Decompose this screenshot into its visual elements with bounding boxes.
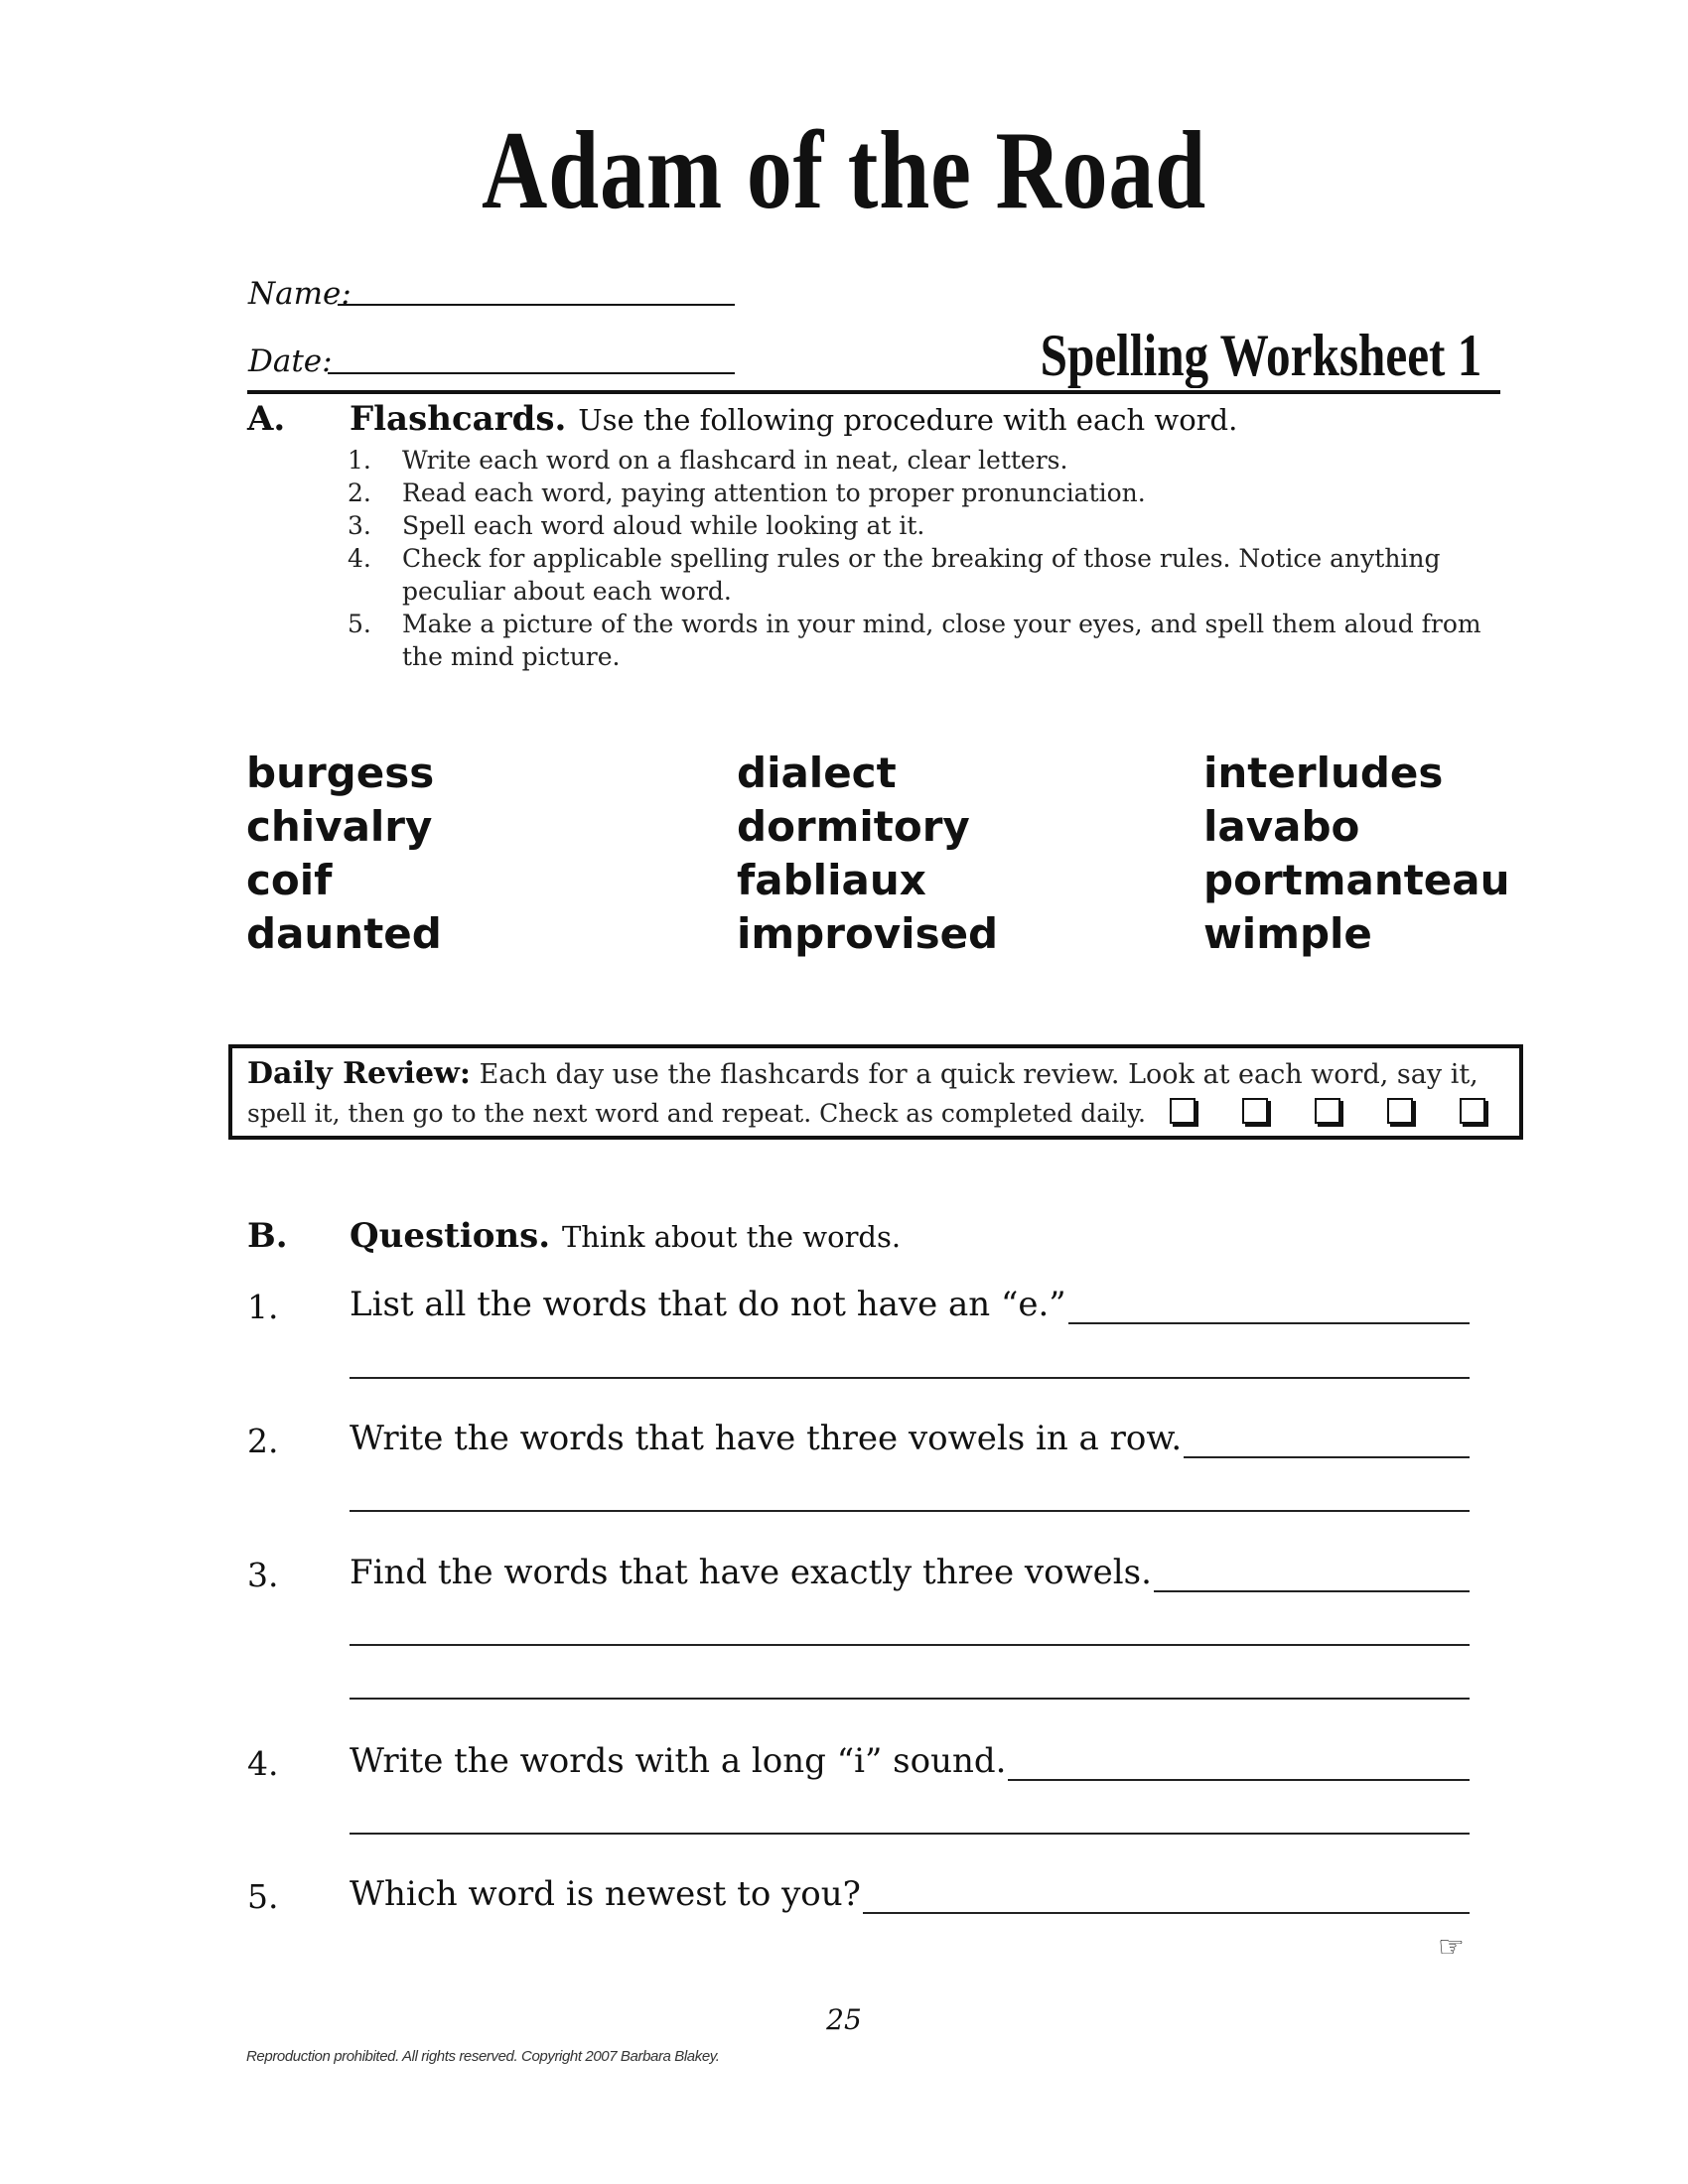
- page-number: 25: [826, 2003, 862, 2036]
- answer-line[interactable]: [350, 1833, 1470, 1835]
- section-b-heading: [350, 1216, 901, 1256]
- spelling-word: daunted: [246, 909, 442, 958]
- daily-review-text-2: spell it, then go to the next word and repeat. Check as completed daily.: [247, 1099, 1146, 1128]
- daily-checkbox-4[interactable]: [1387, 1098, 1413, 1124]
- word-column-1: [246, 747, 442, 961]
- question-text: Write the words with a long “i” sound.: [350, 1741, 1007, 1781]
- answer-line[interactable]: [350, 1698, 1470, 1700]
- spelling-word: dialect: [737, 749, 897, 797]
- question-number: 2.: [247, 1422, 279, 1460]
- step-number: 1.: [348, 446, 371, 475]
- step-number: 4.: [348, 544, 371, 573]
- section-a-title: Flashcards.: [350, 399, 567, 439]
- step-text: Make a picture of the words in your mind, close your eyes, and spell them aloud from the mind picture.: [402, 610, 1481, 671]
- answer-line[interactable]: [350, 1377, 1470, 1379]
- procedure-list: [348, 444, 1499, 673]
- spelling-word: wimple: [1203, 909, 1372, 958]
- section-a-heading: [350, 399, 1237, 439]
- answer-line[interactable]: [350, 1644, 1470, 1646]
- section-a-intro: Use the following procedure with each word.: [578, 403, 1238, 437]
- section-a-letter: A.: [247, 399, 286, 439]
- step-text: Read each word, paying attention to proper pronunciation.: [402, 478, 1146, 507]
- question-text: Find the words that have exactly three vowels.: [350, 1553, 1152, 1592]
- daily-checkbox-5[interactable]: [1460, 1098, 1485, 1124]
- turn-page-icon: ☞: [1438, 1930, 1465, 1965]
- question-number: 1.: [247, 1288, 279, 1326]
- spelling-word: portmanteau: [1203, 856, 1510, 904]
- section-b-letter: B.: [247, 1216, 288, 1256]
- question-number: 4.: [247, 1744, 279, 1783]
- copyright-notice: Reproduction prohibited. All rights reserved. Copyright 2007 Barbara Blakey.: [246, 2048, 720, 2065]
- list-item: [348, 444, 1499, 477]
- step-number: 5.: [348, 610, 371, 638]
- step-text: Spell each word aloud while looking at it.: [402, 511, 925, 540]
- spelling-word: burgess: [246, 749, 435, 797]
- step-text: Check for applicable spelling rules or the breaking of those rules. Notice anything peculiar about each word.: [402, 544, 1441, 606]
- question-text: Which word is newest to you?: [350, 1874, 861, 1914]
- question-number: 5.: [247, 1877, 279, 1916]
- daily-review-text-1: Each day use the flashcards for a quick review. Look at each word, say it,: [479, 1059, 1478, 1090]
- name-field[interactable]: [338, 304, 735, 306]
- step-number: 2.: [348, 478, 371, 507]
- daily-checkbox-2[interactable]: [1242, 1098, 1268, 1124]
- list-item: [348, 608, 1499, 673]
- header-rule: [247, 390, 1500, 394]
- question-number: 3.: [247, 1556, 279, 1594]
- date-label: Date:: [248, 343, 333, 379]
- list-item: [348, 477, 1499, 509]
- daily-review-line-1: [247, 1056, 1478, 1091]
- spelling-word: chivalry: [246, 802, 433, 851]
- spelling-word: fabliaux: [737, 856, 926, 904]
- spelling-word: improvised: [737, 909, 999, 958]
- question-text: Write the words that have three vowels in a row.: [350, 1419, 1183, 1458]
- daily-checkbox-1[interactable]: [1170, 1098, 1196, 1124]
- section-b-intro: Think about the words.: [561, 1220, 902, 1254]
- section-b-title: Questions.: [350, 1216, 551, 1256]
- daily-checkbox-3[interactable]: [1315, 1098, 1340, 1124]
- list-item: [348, 509, 1499, 542]
- list-item: [348, 542, 1499, 608]
- word-column-2: [737, 747, 998, 961]
- step-text: Write each word on a flashcard in neat, clear letters.: [402, 446, 1068, 475]
- spelling-word: coif: [246, 856, 333, 904]
- spelling-word: dormitory: [737, 802, 970, 851]
- date-field[interactable]: [328, 372, 735, 374]
- step-number: 3.: [348, 511, 371, 540]
- spelling-word: lavabo: [1203, 802, 1360, 851]
- spelling-word: interludes: [1203, 749, 1444, 797]
- daily-review-label: Daily Review:: [247, 1056, 471, 1091]
- name-label: Name:: [248, 276, 352, 312]
- question-text: List all the words that do not have an “e.”: [350, 1285, 1066, 1324]
- worksheet-title: Spelling Worksheet 1: [1040, 323, 1481, 388]
- answer-line[interactable]: [350, 1510, 1470, 1512]
- word-column-3: [1203, 747, 1510, 961]
- page-title: Adam of the Road: [481, 109, 1206, 232]
